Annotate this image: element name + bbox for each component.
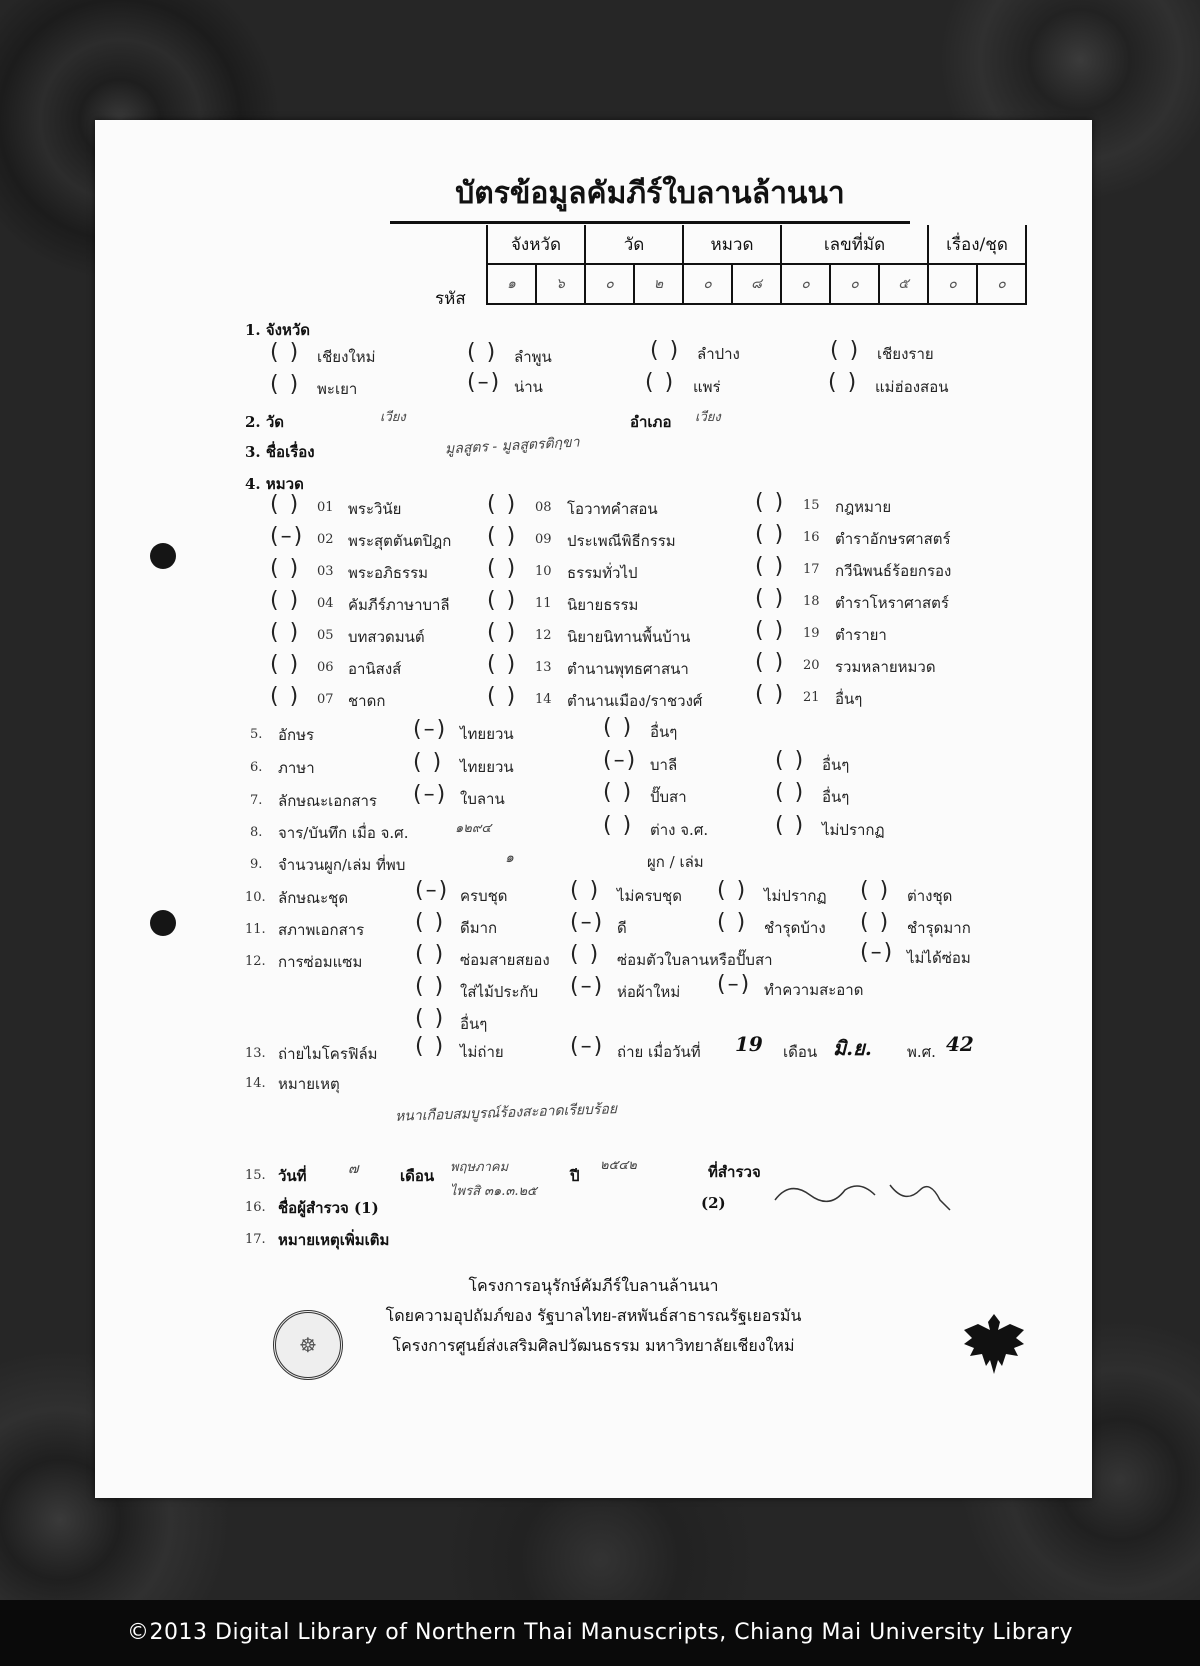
checkbox-script-2[interactable]: ( ): [603, 715, 634, 740]
condition-option-label: ชำรุดมาก: [907, 919, 971, 937]
checkbox-category-02-checked[interactable]: (–): [270, 524, 305, 549]
category-name: กฎหมาย: [835, 498, 892, 516]
note-handwritten: หนาเกือบสมบูรณ์ร้องสะอาดเรียบร้อย: [394, 1101, 618, 1125]
checkbox-category-15[interactable]: ( ): [755, 490, 786, 515]
condition-option-label: ดีมาก: [460, 919, 498, 937]
category-name: โอวาทคำสอน: [567, 500, 658, 518]
checkbox-condition-4[interactable]: ( ): [860, 910, 891, 935]
survey-month: พฤษภาคม: [450, 1160, 509, 1175]
checkbox-category-08[interactable]: ( ): [487, 492, 518, 517]
checkbox-script-1-checked[interactable]: (–): [413, 717, 448, 742]
category-name: ตำราอักษรศาสตร์: [835, 530, 951, 548]
checkbox-province-8[interactable]: ( ): [828, 370, 859, 395]
checkbox-microfilm-no[interactable]: ( ): [415, 1034, 446, 1059]
province-option-label: น่าน: [514, 378, 543, 396]
category-name: พระวินัย: [348, 500, 402, 518]
checkbox-language-1[interactable]: ( ): [413, 750, 444, 775]
section-number: 6.: [250, 760, 263, 775]
checkbox-category-04[interactable]: ( ): [270, 588, 301, 613]
section-count-label: จำนวนผูก/เล่ม ที่พบ: [278, 856, 406, 874]
binder-hole-bottom: [150, 910, 176, 936]
checkbox-inscribed-1[interactable]: ( ): [603, 813, 634, 838]
section-number: 15.: [245, 1168, 266, 1183]
checkbox-category-11[interactable]: ( ): [487, 588, 518, 613]
checkbox-category-21[interactable]: ( ): [755, 682, 786, 707]
copyright-watermark: ©2013 Digital Library of Northern Thai Manuscripts, Chiang Mai University Library: [0, 1600, 1200, 1666]
footer-sponsor: โดยความอุปถัมภ์ของ รัฐบาลไทย-สหพันธ์สาธารณรัฐเยอรมัน: [385, 1306, 802, 1325]
survey-day: ๗: [348, 1161, 359, 1177]
section-wat-label: 2. วัด: [245, 413, 285, 431]
inscribed-option-label: ต่าง จ.ศ.: [650, 821, 709, 839]
category-number: 15: [803, 498, 820, 513]
code-digit: ๒: [634, 264, 683, 304]
checkbox-category-19[interactable]: ( ): [755, 618, 786, 643]
code-digit: ๕: [879, 264, 928, 304]
count-unit: ผูก / เล่ม: [647, 853, 704, 871]
footer-university: โครงการศูนย์ส่งเสริมศิลปวัฒนธรรม มหาวิทยาลัยเชียงใหม่: [392, 1336, 795, 1355]
checkbox-province-5[interactable]: ( ): [270, 372, 301, 397]
checkbox-repair-4[interactable]: ( ): [415, 974, 446, 999]
repair-option-label: ซ่อมสายสยอง: [460, 951, 550, 969]
checkbox-category-20[interactable]: ( ): [755, 650, 786, 675]
section-number: 17.: [245, 1232, 266, 1247]
checkbox-category-17[interactable]: ( ): [755, 554, 786, 579]
code-header-wat: วัด: [585, 225, 683, 264]
university-seal-icon: ☸: [273, 1310, 343, 1380]
set-option-label: ครบชุด: [460, 887, 508, 905]
language-option-label: อื่นๆ: [822, 756, 850, 774]
survey-place-label: ที่สำรวจ: [708, 1163, 761, 1181]
checkbox-condition-2-checked[interactable]: (–): [570, 910, 605, 935]
binder-hole-top: [150, 543, 176, 569]
code-digit: ๐: [928, 264, 977, 304]
code-digit: ๖: [536, 264, 585, 304]
microfilm-yes-label: ถ่าย เมื่อวันที่: [617, 1043, 701, 1061]
category-name: ตำราโหราศาสตร์: [835, 594, 949, 612]
checkbox-set-3[interactable]: ( ): [717, 878, 748, 903]
section-inscribed-label: จาร/บันทึก เมื่อ จ.ศ.: [278, 824, 409, 842]
set-option-label: ไม่ปรากฏ: [764, 887, 827, 905]
section-set-label: ลักษณะชุด: [278, 889, 349, 907]
section-number: 14.: [245, 1076, 266, 1091]
german-eagle-icon: [958, 1308, 1030, 1380]
checkbox-category-14[interactable]: ( ): [487, 684, 518, 709]
province-option-label: เชียงใหม่: [317, 348, 376, 366]
footer-project: โครงการอนุรักษ์คัมภีร์ใบลานล้านนา: [468, 1276, 719, 1295]
section-language-label: ภาษา: [278, 759, 315, 777]
section-note-label: หมายเหตุ: [278, 1075, 340, 1093]
category-number: 18: [803, 594, 820, 609]
category-number: 19: [803, 626, 820, 641]
province-option-label: เชียงราย: [877, 345, 934, 363]
district-handwritten: เวียง: [695, 410, 721, 425]
province-option-label: พะเยา: [317, 380, 358, 398]
code-header-province: จังหวัด: [487, 225, 585, 264]
code-digit: ๐: [683, 264, 732, 304]
province-option-label: ลำพูน: [514, 348, 552, 366]
section-surveyor-label: ชื่อผู้สำรวจ (1): [278, 1199, 379, 1217]
code-digit: ๐: [830, 264, 879, 304]
condition-option-label: ดี: [617, 919, 627, 937]
section-number: 16.: [245, 1200, 266, 1215]
category-number: 07: [317, 692, 334, 707]
script-option-label: ไทยยวน: [460, 725, 514, 743]
category-number: 10: [535, 564, 552, 579]
checkbox-category-01[interactable]: ( ): [270, 492, 301, 517]
code-digit: ๐: [781, 264, 830, 304]
surveyor2-label: (2): [701, 1194, 726, 1212]
code-header-story: เรื่อง/ชุด: [928, 225, 1026, 264]
section-additional-note-label: หมายเหตุเพิ่มเติม: [278, 1231, 390, 1249]
language-option-label: บาลี: [650, 756, 678, 774]
inscribed-option-label: ไม่ปรากฏ: [822, 821, 885, 839]
set-option-label: ไม่ครบชุด: [617, 887, 682, 905]
checkbox-category-10[interactable]: ( ): [487, 556, 518, 581]
code-digit: ๘: [732, 264, 781, 304]
checkbox-doctype-3[interactable]: ( ): [775, 780, 806, 805]
doctype-option-label: อื่นๆ: [822, 788, 850, 806]
category-name: ประเพณีพิธีกรรม: [567, 532, 676, 550]
category-number: 08: [535, 500, 552, 515]
survey-year: ๒๕๔๒: [600, 1158, 637, 1173]
checkbox-province-4[interactable]: ( ): [830, 338, 861, 363]
province-option-label: แพร่: [693, 378, 721, 396]
checkbox-category-09[interactable]: ( ): [487, 524, 518, 549]
doctype-option-label: ปั๊บสา: [650, 788, 687, 806]
survey-month-label: เดือน: [400, 1167, 435, 1185]
category-name: ตำนานเมือง/ราชวงศ์: [567, 692, 703, 710]
checkbox-inscribed-2[interactable]: ( ): [775, 813, 806, 838]
category-name: รวมหลายหมวด: [835, 658, 936, 676]
repair-option-label: ไม่ได้ซ่อม: [907, 949, 971, 967]
section-repair-label: การซ่อมแซม: [278, 953, 363, 971]
inscribed-year-handwritten: ๑๒๙๔: [455, 821, 492, 836]
microfilm-year: 42: [946, 1032, 974, 1056]
category-number: 09: [535, 532, 552, 547]
repair-option-label: อื่นๆ: [460, 1015, 488, 1033]
code-table: [486, 225, 1027, 305]
category-name: พระสุตตันตปิฎก: [348, 532, 452, 550]
wat-handwritten: เวียง: [380, 410, 406, 425]
checkbox-doctype-1-checked[interactable]: (–): [413, 782, 448, 807]
language-option-label: ไทยยวน: [460, 758, 514, 776]
code-label: รหัส: [435, 289, 466, 309]
category-number: 21: [803, 690, 820, 705]
code-digit: ๐: [585, 264, 634, 304]
checkbox-repair-3-checked[interactable]: (–): [860, 940, 895, 965]
code-header-category: หมวด: [683, 225, 781, 264]
repair-option-label: ห่อผ้าใหม่: [617, 983, 681, 1001]
checkbox-microfilm-yes-checked[interactable]: (–): [570, 1034, 605, 1059]
checkbox-province-7[interactable]: ( ): [645, 370, 676, 395]
checkbox-category-16[interactable]: ( ): [755, 522, 786, 547]
category-name: ตำนานพุทธศาสนา: [567, 660, 689, 678]
section-number: 11.: [245, 922, 266, 937]
category-name: ธรรมทั่วไป: [567, 564, 638, 582]
category-name: พระอภิธรรม: [348, 564, 429, 582]
card-title: บัตรข้อมูลคัมภีร์ใบลานล้านนา: [390, 170, 910, 224]
checkbox-category-12[interactable]: ( ): [487, 620, 518, 645]
category-name: นิยายนิทานพื้นบ้าน: [567, 628, 691, 646]
category-number: 04: [317, 596, 334, 611]
script-option-label: อื่นๆ: [650, 723, 678, 741]
category-number: 14: [535, 692, 552, 707]
microfilm-month: มิ.ย.: [833, 1036, 872, 1060]
survey-year-label: ปี: [570, 1167, 580, 1185]
checkbox-category-06[interactable]: ( ): [270, 652, 301, 677]
code-digit: ๐: [977, 264, 1026, 304]
manuscript-data-card: [95, 120, 1092, 1498]
section-title-label: 3. ชื่อเรื่อง: [245, 443, 315, 461]
microfilm-month-label: เดือน: [783, 1043, 818, 1061]
condition-option-label: ชำรุดบ้าง: [764, 919, 826, 937]
repair-option-label: ซ่อมตัวใบลานหรือปั๊บสา: [617, 951, 773, 969]
microfilm-year-label: พ.ศ.: [907, 1043, 936, 1061]
category-name: ตำรายา: [835, 626, 887, 644]
category-number: 02: [317, 532, 334, 547]
district-label: อำเภอ: [630, 413, 672, 431]
checkbox-language-3[interactable]: ( ): [775, 748, 806, 773]
category-number: 12: [535, 628, 552, 643]
section-date-label: วันที่: [278, 1167, 307, 1185]
category-number: 17: [803, 562, 820, 577]
surveyor1-handwritten: ไพรสิ ๓๑.๓.๒๕: [450, 1184, 537, 1199]
category-number: 05: [317, 628, 334, 643]
category-name: ชาดก: [348, 692, 386, 710]
microfilm-no-label: ไม่ถ่าย: [460, 1043, 504, 1061]
checkbox-category-18[interactable]: ( ): [755, 586, 786, 611]
section-number: 7.: [250, 793, 263, 808]
checkbox-repair-5-checked[interactable]: (–): [570, 974, 605, 999]
checkbox-category-05[interactable]: ( ): [270, 620, 301, 645]
microfilm-day: 19: [735, 1032, 763, 1056]
category-number: 06: [317, 660, 334, 675]
checkbox-category-13[interactable]: ( ): [487, 652, 518, 677]
section-category-label: 4. หมวด: [245, 475, 304, 493]
category-name: คัมภีร์ภาษาบาลี: [348, 596, 450, 614]
category-name: อานิสงส์: [348, 660, 402, 678]
code-header-bundle: เลขที่มัด: [781, 225, 928, 264]
province-option-label: ลำปาง: [697, 345, 740, 363]
checkbox-language-2-checked[interactable]: (–): [603, 748, 638, 773]
checkbox-repair-6-checked[interactable]: (–): [717, 972, 752, 997]
section-number: 13.: [245, 1046, 266, 1061]
section-microfilm-label: ถ่ายไมโครฟิล์ม: [278, 1045, 378, 1063]
doctype-option-label: ใบลาน: [460, 790, 505, 808]
checkbox-set-4[interactable]: ( ): [860, 878, 891, 903]
category-number: 20: [803, 658, 820, 673]
category-number: 11: [535, 596, 552, 611]
checkbox-province-6-checked[interactable]: (–): [467, 370, 502, 395]
checkbox-repair-7[interactable]: ( ): [415, 1006, 446, 1031]
section-number: 12.: [245, 954, 266, 969]
section-number: 9.: [250, 857, 263, 872]
category-name: บทสวดมนต์: [348, 628, 425, 646]
category-number: 01: [317, 500, 334, 515]
repair-option-label: ทำความสะอาด: [764, 981, 864, 999]
category-number: 03: [317, 564, 334, 579]
code-digit: ๑: [487, 264, 536, 304]
section-number: 10.: [245, 890, 266, 905]
checkbox-set-1-checked[interactable]: (–): [415, 878, 450, 903]
section-doctype-label: ลักษณะเอกสาร: [278, 792, 377, 810]
category-name: กวีนิพนธ์ร้อยกรอง: [835, 562, 952, 580]
section-province-label: 1. จังหวัด: [245, 321, 311, 339]
section-number: 5.: [250, 727, 263, 742]
category-number: 13: [535, 660, 552, 675]
surveyor2-signature: [770, 1160, 960, 1220]
section-condition-label: สภาพเอกสาร: [278, 921, 365, 939]
checkbox-province-2[interactable]: ( ): [467, 340, 498, 365]
checkbox-condition-3[interactable]: ( ): [717, 910, 748, 935]
checkbox-province-1[interactable]: ( ): [270, 340, 301, 365]
checkbox-repair-1[interactable]: ( ): [415, 942, 446, 967]
checkbox-province-3[interactable]: ( ): [650, 338, 681, 363]
category-name: อื่นๆ: [835, 690, 863, 708]
checkbox-category-07[interactable]: ( ): [270, 684, 301, 709]
repair-option-label: ใส่ไม้ประกับ: [460, 983, 539, 1001]
category-name: นิยายธรรม: [567, 596, 639, 614]
checkbox-condition-1[interactable]: ( ): [415, 910, 446, 935]
section-number: 8.: [250, 825, 263, 840]
checkbox-doctype-2[interactable]: ( ): [603, 780, 634, 805]
title-handwritten: มูลสูตร - มูลสูตรติกฺขา: [444, 434, 580, 458]
checkbox-repair-2[interactable]: ( ): [570, 942, 601, 967]
province-option-label: แม่ฮ่องสอน: [875, 378, 949, 396]
checkbox-set-2[interactable]: ( ): [570, 878, 601, 903]
section-script-label: อักษร: [278, 726, 315, 744]
count-handwritten: ๑: [505, 850, 514, 866]
category-number: 16: [803, 530, 820, 545]
checkbox-category-03[interactable]: ( ): [270, 556, 301, 581]
set-option-label: ต่างชุด: [907, 887, 953, 905]
